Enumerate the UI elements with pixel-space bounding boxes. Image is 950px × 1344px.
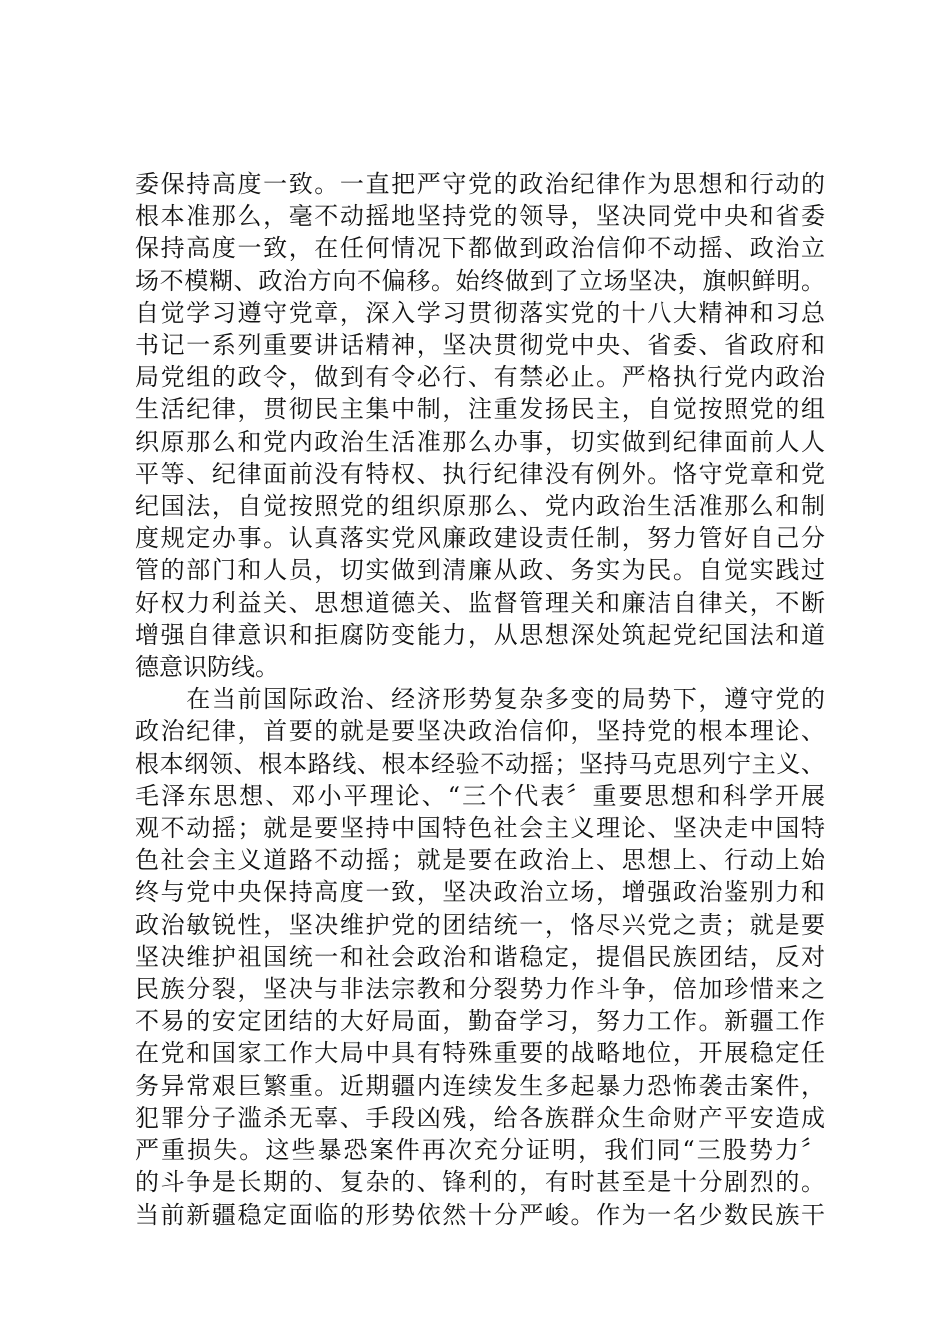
document-body — [135, 168, 825, 1231]
text-line: 好权力利益关、思想道德关、监督管理关和廉洁自律关，不断 — [135, 588, 825, 617]
text-line: 德意识防线。 — [135, 653, 279, 682]
text-line: 场不模糊、政治方向不偏移。始终做到了立场坚决，旗帜鲜明。 — [135, 266, 825, 295]
text-line: 在当前国际政治、经济形势复杂多变的局势下，遵守党的 — [135, 685, 825, 714]
text-line: 平等、纪律面前没有特权、执行纪律没有例外。恪守党章和党 — [135, 459, 825, 488]
text-line: 度规定办事。认真落实党风廉政建设责任制，努力管好自己分 — [135, 524, 825, 553]
paragraph-1 — [135, 168, 825, 683]
text-line: 务异常艰巨繁重。近期疆内连续发生多起暴力恐怖袭击案件， — [135, 1071, 825, 1100]
text-line: 自觉学习遵守党章，深入学习贯彻落实党的十八大精神和习总 — [135, 298, 825, 327]
text-line: 终与党中央保持高度一致，坚决政治立场，增强政治鉴别力和 — [135, 878, 825, 907]
text-line: 政治敏锐性，坚决维护党的团结统一，恪尽兴党之责；就是要 — [135, 910, 825, 939]
text-line: 书记一系列重要讲话精神，坚决贯彻党中央、省委、省政府和 — [135, 331, 825, 360]
text-line: 保持高度一致，在任何情况下都做到政治信仰不动摇、政治立 — [135, 234, 825, 263]
text-line: 生活纪律，贯彻民主集中制，注重发扬民主，自觉按照党的组 — [135, 395, 825, 424]
text-line: 毛泽东思想、邓小平理论、“三个代表〞重要思想和科学开展 — [135, 781, 825, 810]
text-line: 在党和国家工作大局中具有特殊重要的战略地位，开展稳定任 — [135, 1039, 825, 1068]
text-line: 民族分裂，坚决与非法宗教和分裂势力作斗争，倍加珍惜来之 — [135, 975, 825, 1004]
text-line: 严重损失。这些暴恐案件再次充分证明，我们同“三股势力〞 — [135, 1136, 825, 1165]
text-line: 局党组的政令，做到有令必行、有禁必止。严格执行党内政治 — [135, 363, 825, 392]
text-line: 委保持高度一致。一直把严守党的政治纪律作为思想和行动的 — [135, 170, 825, 198]
text-line: 当前新疆稳定面临的形势依然十分严峻。作为一名少数民族干 — [135, 1200, 825, 1229]
text-line: 色社会主义道路不动摇；就是要在政治上、思想上、行动上始 — [135, 846, 825, 875]
text-line: 坚决维护祖国统一和社会政治和谐稳定，提倡民族团结，反对 — [135, 942, 825, 971]
text-line: 纪国法，自觉按照党的组织原那么、党内政治生活准那么和制 — [135, 492, 825, 521]
text-line: 根本纲领、根本路线、根本经验不动摇；坚持马克思列宁主义、 — [135, 749, 825, 778]
text-line: 管的部门和人员，切实做到清廉从政、务实为民。自觉实践过 — [135, 556, 825, 585]
text-line: 根本准那么，毫不动摇地坚持党的领导，坚决同党中央和省委 — [135, 202, 825, 231]
text-line: 政治纪律，首要的就是要坚决政治信仰，坚持党的根本理论、 — [135, 717, 825, 746]
paragraph-2 — [135, 683, 825, 1230]
text-line: 增强自律意识和拒腐防变能力，从思想深处筑起党纪国法和道 — [135, 620, 825, 649]
text-line: 不易的安定团结的大好局面，勤奋学习，努力工作。新疆工作 — [135, 1007, 825, 1036]
text-line: 织原那么和党内政治生活准那么办事，切实做到纪律面前人人 — [135, 427, 825, 456]
text-line: 的斗争是长期的、复杂的、锋利的，有时甚至是十分剧烈的。 — [135, 1168, 825, 1197]
text-line: 犯罪分子滥杀无辜、手段凶残，给各族群众生命财产平安造成 — [135, 1103, 825, 1132]
text-line: 观不动摇；就是要坚持中国特色社会主义理论、坚决走中国特 — [135, 814, 825, 843]
